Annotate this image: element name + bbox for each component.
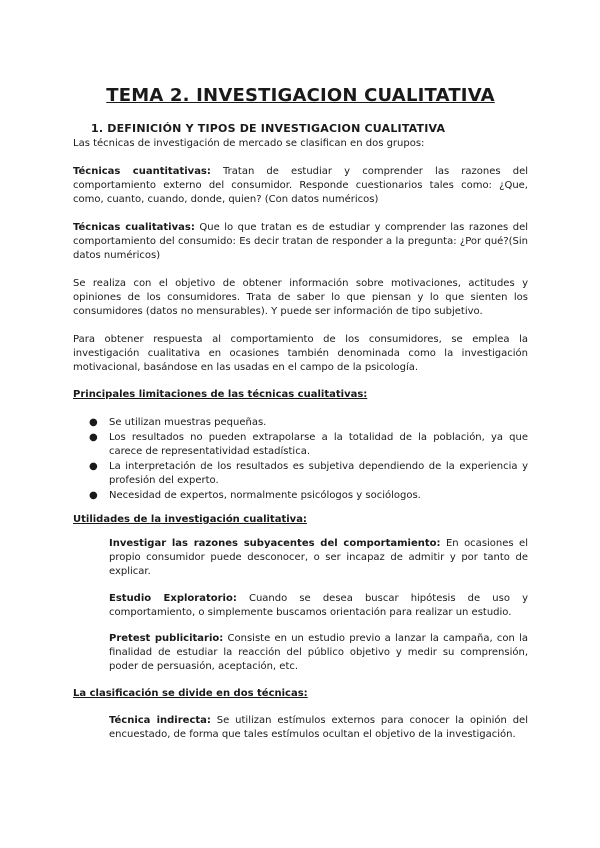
limitations-heading: Principales limitaciones de las técnicas cualitativas: (73, 389, 368, 400)
quantitative-paragraph (73, 165, 528, 207)
motivational-paragraph: Para obtener respuesta al comportamiento de los consumidores, se emplea la investigación cualitativa en ocasiones también denominada como la investigación motivacional, basándose en las usadas en el campo de la psicología. (73, 334, 528, 373)
qualitative-text: Que lo que tratan es de estudiar y comprender las razones del comportamiento del consumido: Es decir tratan de responder a la pregunta: ¿Por qué?(Sin datos numéricos) (73, 222, 529, 261)
section-heading (91, 122, 445, 135)
bullet-icon: ● (89, 432, 98, 443)
list-item: ● Los resultados no pueden extrapolarse a la totalidad de la población, ya que carece de representatividad estadística. (89, 432, 528, 457)
qualitative-label: Técnicas cualitativas: (73, 222, 195, 233)
classification-heading: La clasificación se divide en dos técnicas: (73, 688, 308, 699)
utility-item: Pretest publicitario: Consiste en un estudio previo a lanzar la campaña, con la finalidad de estudiar la reacción del público objetivo y medir su comprensión, poder de persuasión, aceptación, etc. (109, 633, 528, 672)
bullet-icon: ● (89, 461, 98, 472)
section-title: DEFINICIÓN Y TIPOS DE INVESTIGACION CUALITATIVA (107, 122, 446, 135)
list-item: ● Necesidad de expertos, normalmente psicólogos y sociólogos. (89, 490, 421, 501)
objective-paragraph: Se realiza con el objetivo de obtener información sobre motivaciones, actitudes y opiniones de los consumidores. Trata de saber lo que piensan y lo que sienten los consumidores (datos no mensurables). Y puede ser información de tipo subjetivo. (73, 278, 528, 317)
utilities-heading: Utilidades de la investigación cualitativa: (73, 514, 307, 525)
list-item: ● La interpretación de los resultados es subjetiva dependiendo de la experiencia y profesión del experto. (89, 461, 528, 486)
quantitative-label: Técnicas cuantitativas: (73, 166, 211, 177)
quantitative-text: Tratan de estudiar y comprender las razones del comportamiento externo del consumidor. Responde cuestionarios tales como: ¿Que, como, cuanto, cuando, donde, quien? (Con datos numéricos) (73, 166, 528, 205)
section-number: 1. (91, 122, 104, 135)
list-item: ● Se utilizan muestras pequeñas. (89, 417, 267, 428)
technique-item: Técnica indirecta: Se utilizan estímulos externos para conocer la opinión del encuestado, de forma que tales estímulos ocultan el objetivo de la investigación. (109, 715, 528, 740)
bullet-icon: ● (89, 417, 98, 428)
utility-item: Investigar las razones subyacentes del comportamiento: En ocasiones el propio consumidor puede desconocer, o ser incapaz de admitir y por tanto de explicar. (109, 538, 528, 577)
intro-paragraph: Las técnicas de investigación de mercado se clasifican en dos grupos: (73, 138, 425, 149)
qualitative-paragraph (73, 221, 528, 263)
utility-item: Estudio Exploratorio: Cuando se desea buscar hipótesis de uso y comportamiento, o simplemente buscamos orientación para realizar un estudio. (109, 593, 528, 618)
page-title: TEMA 2. INVESTIGACION CUALITATIVA (106, 85, 495, 106)
bullet-icon: ● (89, 490, 98, 501)
limitations-list (73, 416, 528, 504)
